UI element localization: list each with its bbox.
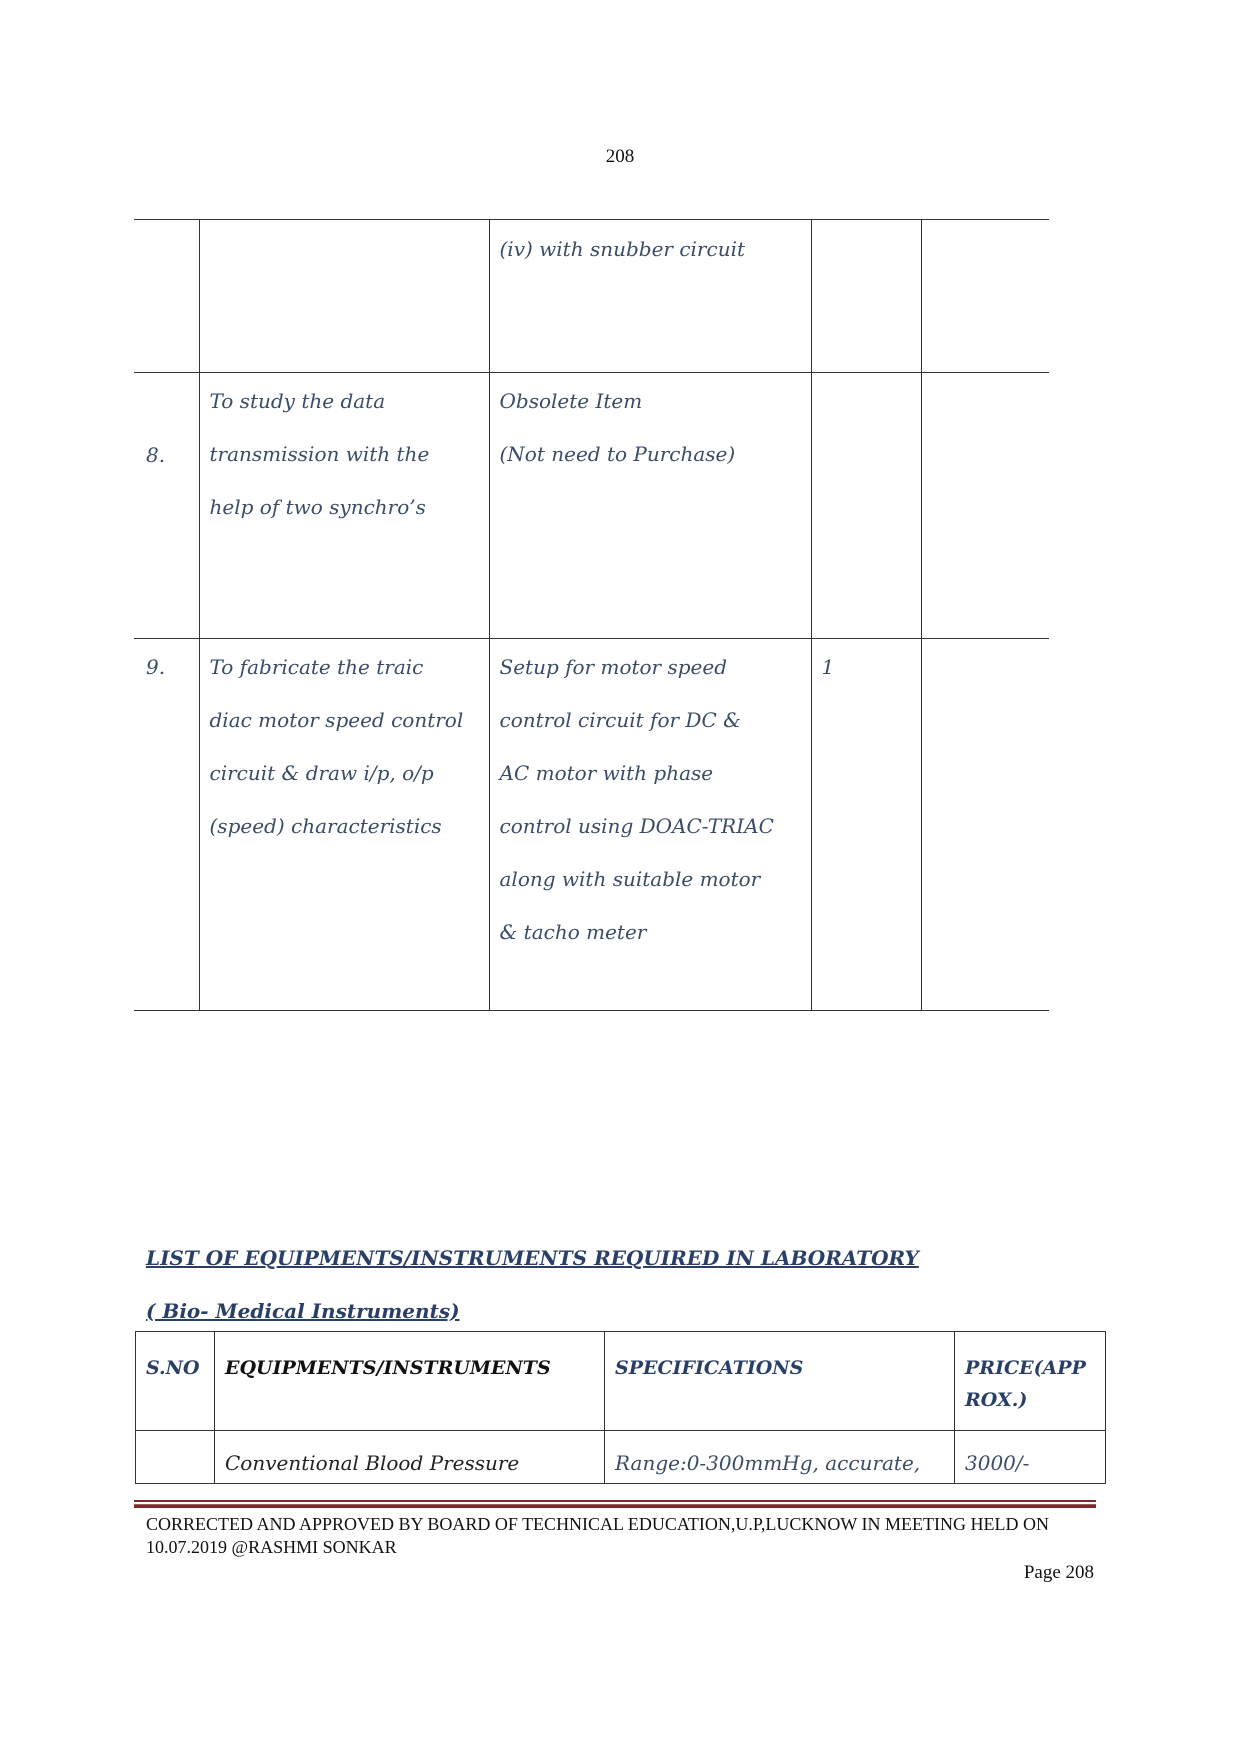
remarks-cell	[921, 373, 1049, 639]
specification-cell: (iv) with snubber circuit	[489, 220, 811, 373]
qty-cell: 1	[811, 639, 921, 1011]
specification-cell: Obsolete Item (Not need to Purchase)	[489, 373, 811, 639]
specification-cell: Setup for motor speed control circuit for DC & AC motor with phase control using DOAC-TRIAC along with suitable motor & tacho meter	[489, 639, 811, 1011]
footer-line-1: CORRECTED AND APPROVED BY BOARD OF TECHNICAL EDUCATION,U.P,LUCKNOW IN MEETING HELD ON	[146, 1514, 1050, 1534]
footer-page-number: Page 208	[1023, 1562, 1094, 1583]
table-row	[134, 220, 1049, 373]
sno-cell	[134, 220, 199, 373]
table-row	[134, 373, 1049, 639]
sno-cell	[136, 1431, 215, 1484]
qty-cell	[811, 220, 921, 373]
price-cell: 3000/-	[955, 1431, 1106, 1484]
spec-cell: Range:0-300mmHg, accurate,	[605, 1431, 955, 1484]
section-heading: LIST OF EQUIPMENTS/INSTRUMENTS REQUIRED IN LABORATORY	[146, 1246, 919, 1270]
sno-cell: 9.	[134, 639, 199, 1011]
page-number-top: 208	[605, 146, 635, 167]
remarks-cell	[921, 220, 1049, 373]
remarks-cell	[921, 639, 1049, 1011]
sno-cell: 8.	[134, 373, 199, 639]
header-sno: S.NO	[136, 1332, 215, 1431]
table-header-row	[136, 1332, 1106, 1431]
qty-cell	[811, 373, 921, 639]
footer-approval-text	[146, 1513, 1096, 1559]
section-subheading: ( Bio- Medical Instruments)	[146, 1299, 460, 1323]
equipment-table	[135, 1331, 1106, 1484]
header-equipments: EQUIPMENTS/INSTRUMENTS	[215, 1332, 605, 1431]
experiment-cell: To fabricate the traic diac motor speed control circuit & draw i/p, o/p (speed) characteristics	[199, 639, 489, 1011]
footer-divider	[134, 1500, 1096, 1508]
table-row	[134, 639, 1049, 1011]
footer-line-2: 10.07.2019 @RASHMI SONKAR	[146, 1537, 397, 1557]
table-row	[136, 1431, 1106, 1484]
header-price: PRICE(APP ROX.)	[955, 1332, 1106, 1431]
item-cell: Conventional Blood Pressure	[215, 1431, 605, 1484]
header-specifications: SPECIFICATIONS	[605, 1332, 955, 1431]
experiment-cell: To study the data transmission with the help of two synchro’s	[199, 373, 489, 639]
experiments-table	[134, 219, 1049, 1011]
experiment-cell	[199, 220, 489, 373]
